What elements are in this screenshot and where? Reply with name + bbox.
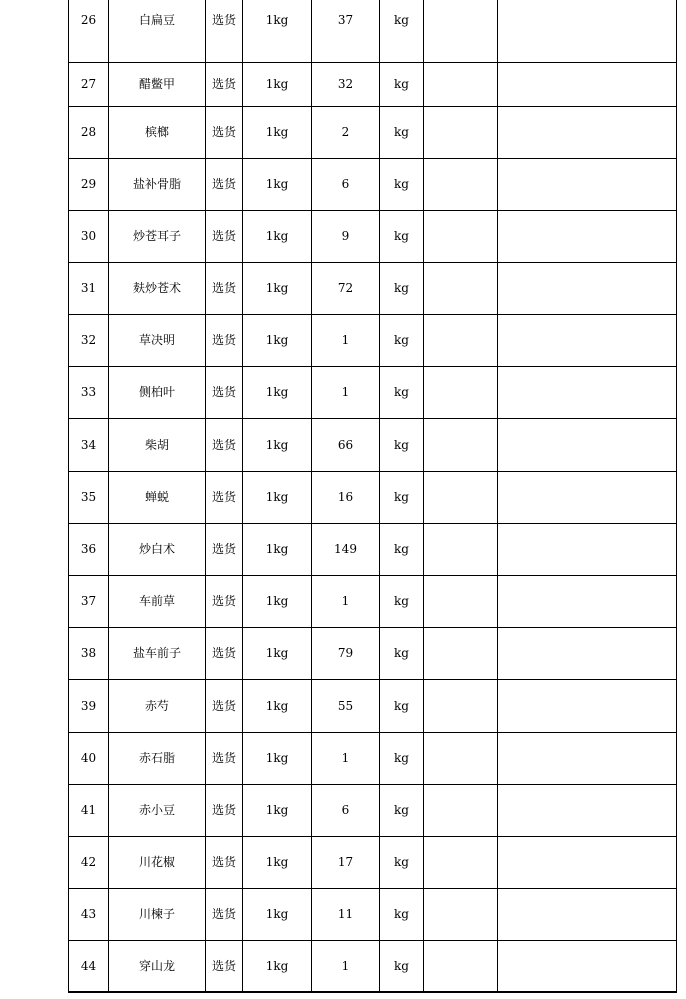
extra-column-1 — [424, 366, 498, 418]
medicine-name: 川花椒 — [109, 836, 206, 888]
medicine-name: 盐车前子 — [109, 627, 206, 679]
grade-type: 选货 — [206, 0, 243, 62]
quantity: 16 — [312, 471, 380, 523]
unit: kg — [380, 523, 424, 575]
extra-column-2 — [498, 523, 677, 575]
table-row — [69, 523, 677, 575]
grade-type: 选货 — [206, 158, 243, 210]
quantity: 32 — [312, 62, 380, 106]
row-number: 30 — [69, 210, 109, 262]
row-number: 35 — [69, 471, 109, 523]
grade-type: 选货 — [206, 627, 243, 679]
unit: kg — [380, 0, 424, 62]
extra-column-1 — [424, 106, 498, 158]
medicine-name: 麸炒苍术 — [109, 262, 206, 314]
extra-column-1 — [424, 418, 498, 471]
unit: kg — [380, 62, 424, 106]
table-row — [69, 784, 677, 836]
quantity: 1 — [312, 940, 380, 992]
row-number: 39 — [69, 679, 109, 732]
specification: 1kg — [243, 784, 312, 836]
specification: 1kg — [243, 836, 312, 888]
unit: kg — [380, 679, 424, 732]
extra-column-2 — [498, 418, 677, 471]
extra-column-2 — [498, 262, 677, 314]
quantity: 9 — [312, 210, 380, 262]
grade-type: 选货 — [206, 471, 243, 523]
grade-type: 选货 — [206, 784, 243, 836]
table-row — [69, 471, 677, 523]
table-row — [69, 940, 677, 992]
row-number: 28 — [69, 106, 109, 158]
quantity: 1 — [312, 732, 380, 784]
specification: 1kg — [243, 888, 312, 940]
unit: kg — [380, 418, 424, 471]
specification: 1kg — [243, 575, 312, 627]
extra-column-2 — [498, 62, 677, 106]
extra-column-1 — [424, 627, 498, 679]
table-row — [69, 262, 677, 314]
row-number: 42 — [69, 836, 109, 888]
extra-column-2 — [498, 940, 677, 992]
row-number: 40 — [69, 732, 109, 784]
grade-type: 选货 — [206, 366, 243, 418]
row-number: 41 — [69, 784, 109, 836]
extra-column-1 — [424, 523, 498, 575]
unit: kg — [380, 888, 424, 940]
extra-column-2 — [498, 210, 677, 262]
medicine-name: 赤小豆 — [109, 784, 206, 836]
extra-column-1 — [424, 836, 498, 888]
extra-column-1 — [424, 262, 498, 314]
table-row — [69, 0, 677, 62]
quantity: 1 — [312, 575, 380, 627]
extra-column-1 — [424, 158, 498, 210]
grade-type: 选货 — [206, 523, 243, 575]
quantity: 66 — [312, 418, 380, 471]
table-row — [69, 418, 677, 471]
medicine-table — [68, 0, 677, 993]
quantity: 55 — [312, 679, 380, 732]
row-number: 31 — [69, 262, 109, 314]
table-row — [69, 366, 677, 418]
extra-column-2 — [498, 158, 677, 210]
extra-column-1 — [424, 210, 498, 262]
extra-column-2 — [498, 888, 677, 940]
extra-column-1 — [424, 471, 498, 523]
medicine-name: 槟榔 — [109, 106, 206, 158]
extra-column-2 — [498, 836, 677, 888]
row-number: 38 — [69, 627, 109, 679]
extra-column-2 — [498, 314, 677, 366]
specification: 1kg — [243, 627, 312, 679]
quantity: 1 — [312, 314, 380, 366]
medicine-name: 赤石脂 — [109, 732, 206, 784]
grade-type: 选货 — [206, 940, 243, 992]
specification: 1kg — [243, 262, 312, 314]
extra-column-1 — [424, 0, 498, 62]
table-row — [69, 836, 677, 888]
row-number: 27 — [69, 62, 109, 106]
quantity: 6 — [312, 784, 380, 836]
extra-column-2 — [498, 679, 677, 732]
specification: 1kg — [243, 106, 312, 158]
quantity: 6 — [312, 158, 380, 210]
table-row — [69, 732, 677, 784]
row-number: 36 — [69, 523, 109, 575]
medicine-name: 柴胡 — [109, 418, 206, 471]
extra-column-1 — [424, 784, 498, 836]
table-body — [69, 0, 677, 992]
specification: 1kg — [243, 314, 312, 366]
row-number: 37 — [69, 575, 109, 627]
grade-type: 选货 — [206, 210, 243, 262]
specification: 1kg — [243, 62, 312, 106]
table-row — [69, 679, 677, 732]
extra-column-2 — [498, 471, 677, 523]
specification: 1kg — [243, 0, 312, 62]
table-row — [69, 210, 677, 262]
unit: kg — [380, 158, 424, 210]
unit: kg — [380, 732, 424, 784]
unit: kg — [380, 836, 424, 888]
unit: kg — [380, 940, 424, 992]
grade-type: 选货 — [206, 106, 243, 158]
unit: kg — [380, 575, 424, 627]
table-row — [69, 62, 677, 106]
medicine-name: 川楝子 — [109, 888, 206, 940]
quantity: 79 — [312, 627, 380, 679]
extra-column-1 — [424, 732, 498, 784]
grade-type: 选货 — [206, 679, 243, 732]
grade-type: 选货 — [206, 314, 243, 366]
unit: kg — [380, 471, 424, 523]
extra-column-2 — [498, 575, 677, 627]
quantity: 17 — [312, 836, 380, 888]
grade-type: 选货 — [206, 262, 243, 314]
extra-column-2 — [498, 627, 677, 679]
extra-column-1 — [424, 575, 498, 627]
grade-type: 选货 — [206, 888, 243, 940]
extra-column-2 — [498, 366, 677, 418]
extra-column-1 — [424, 940, 498, 992]
unit: kg — [380, 784, 424, 836]
medicine-name: 赤芍 — [109, 679, 206, 732]
unit: kg — [380, 366, 424, 418]
quantity: 37 — [312, 0, 380, 62]
document-page — [68, 0, 676, 993]
quantity: 1 — [312, 366, 380, 418]
row-number: 33 — [69, 366, 109, 418]
specification: 1kg — [243, 940, 312, 992]
medicine-name: 醋鳖甲 — [109, 62, 206, 106]
grade-type: 选货 — [206, 836, 243, 888]
unit: kg — [380, 106, 424, 158]
unit: kg — [380, 314, 424, 366]
quantity: 2 — [312, 106, 380, 158]
table-row — [69, 314, 677, 366]
medicine-name: 炒苍耳子 — [109, 210, 206, 262]
unit: kg — [380, 627, 424, 679]
medicine-name: 盐补骨脂 — [109, 158, 206, 210]
medicine-name: 草决明 — [109, 314, 206, 366]
quantity: 72 — [312, 262, 380, 314]
table-row — [69, 158, 677, 210]
quantity: 149 — [312, 523, 380, 575]
medicine-name: 炒白术 — [109, 523, 206, 575]
medicine-name: 侧柏叶 — [109, 366, 206, 418]
grade-type: 选货 — [206, 62, 243, 106]
extra-column-1 — [424, 62, 498, 106]
specification: 1kg — [243, 210, 312, 262]
specification: 1kg — [243, 523, 312, 575]
row-number: 26 — [69, 0, 109, 62]
grade-type: 选货 — [206, 575, 243, 627]
extra-column-2 — [498, 732, 677, 784]
medicine-name: 白扁豆 — [109, 0, 206, 62]
specification: 1kg — [243, 732, 312, 784]
extra-column-1 — [424, 888, 498, 940]
row-number: 43 — [69, 888, 109, 940]
extra-column-1 — [424, 679, 498, 732]
table-row — [69, 888, 677, 940]
grade-type: 选货 — [206, 418, 243, 471]
medicine-name: 蝉蜕 — [109, 471, 206, 523]
grade-type: 选货 — [206, 732, 243, 784]
medicine-name: 车前草 — [109, 575, 206, 627]
table-row — [69, 575, 677, 627]
row-number: 34 — [69, 418, 109, 471]
unit: kg — [380, 210, 424, 262]
specification: 1kg — [243, 366, 312, 418]
extra-column-1 — [424, 314, 498, 366]
medicine-name: 穿山龙 — [109, 940, 206, 992]
extra-column-2 — [498, 0, 677, 62]
extra-column-2 — [498, 784, 677, 836]
specification: 1kg — [243, 679, 312, 732]
quantity: 11 — [312, 888, 380, 940]
row-number: 29 — [69, 158, 109, 210]
specification: 1kg — [243, 158, 312, 210]
specification: 1kg — [243, 418, 312, 471]
row-number: 44 — [69, 940, 109, 992]
table-row — [69, 627, 677, 679]
specification: 1kg — [243, 471, 312, 523]
table-row — [69, 106, 677, 158]
row-number: 32 — [69, 314, 109, 366]
unit: kg — [380, 262, 424, 314]
extra-column-2 — [498, 106, 677, 158]
